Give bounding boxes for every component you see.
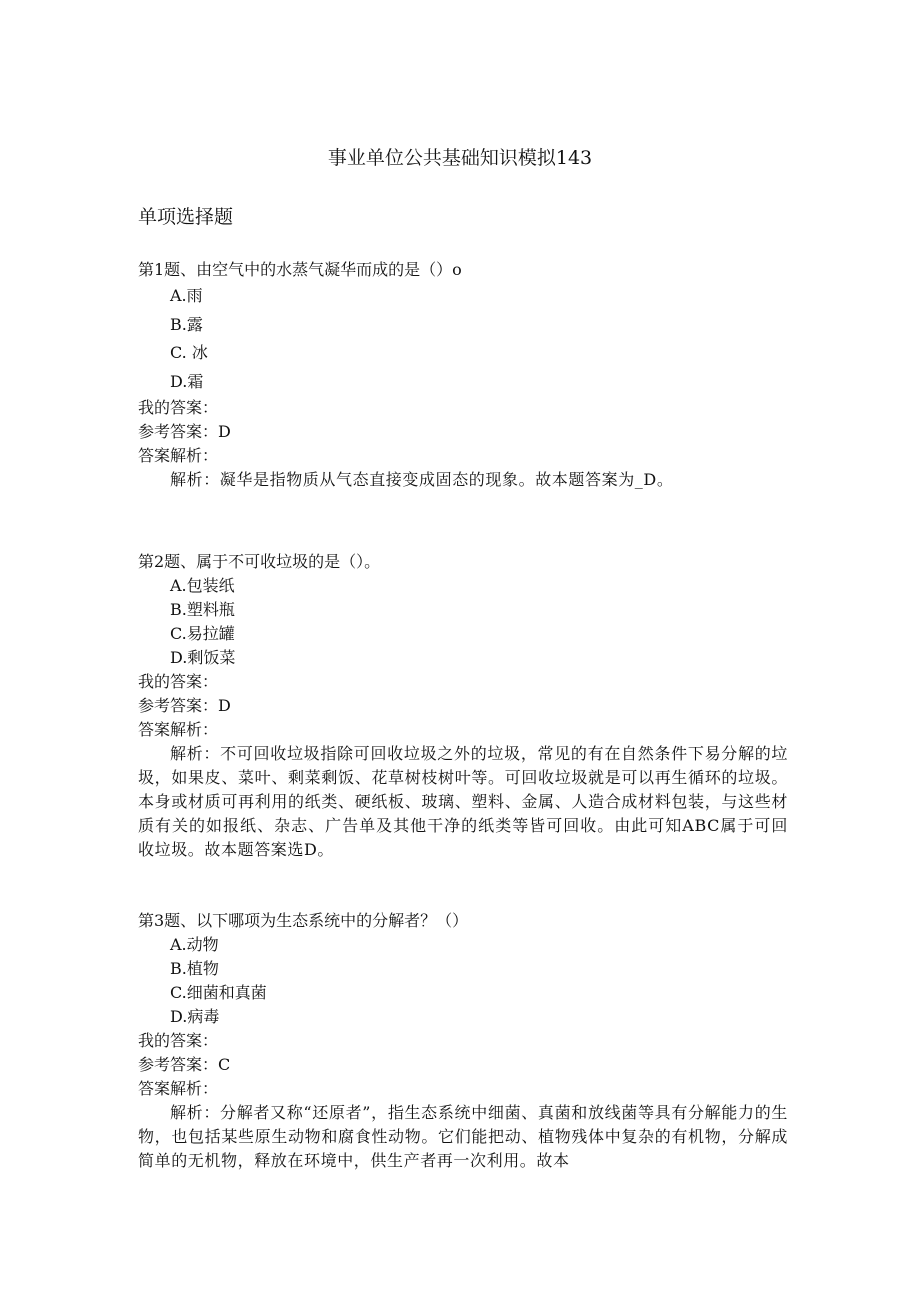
question-2 (138, 550, 788, 862)
option-c: C.细菌和真菌 (170, 983, 267, 1002)
option-d: D.剩饭菜 (170, 648, 236, 667)
option-d: D.霜 (170, 371, 204, 391)
analysis-label: 答案解析： (138, 1079, 219, 1098)
option-b: B.露 (170, 314, 203, 334)
option-c: C. 冰 (170, 343, 208, 362)
option-a: A.雨 (170, 286, 203, 305)
option-d: D.病毒 (170, 1007, 220, 1026)
analysis-label: 答案解析： (138, 720, 219, 739)
explanation-text: 解析：分解者又称“还原者”，指生态系统中细菌、真菌和放线菌等具有分解能力的生物，也包括某些原生动物和腐食性动物。它们能把动、植物残体中复杂的有机物，分解成简单的无机物，释放在环境中，供生产者再一次利用。故本 (138, 1103, 788, 1170)
option-a: A.动物 (170, 935, 219, 954)
explanation-text: 解析：凝华是指物质从气态直接变成固态的现象。故本题答案为_D。 (170, 470, 674, 489)
document-title: 事业单位公共基础知识模拟143 (327, 147, 593, 169)
option-b: B.植物 (170, 959, 219, 978)
question-1 (138, 258, 788, 492)
option-b: B.塑料瓶 (170, 600, 235, 619)
analysis-label: 答案解析： (138, 446, 219, 465)
question-stem: 第3题、以下哪项为生态系统中的分解者？（） (138, 911, 469, 930)
reference-answer: 参考答案：D (138, 422, 231, 441)
my-answer-label: 我的答案： (138, 672, 219, 691)
question-stem: 第1题、由空气中的水蒸气凝华而成的是（）o (138, 260, 462, 279)
option-a: A.包装纸 (170, 576, 235, 595)
section-heading: 单项选择题 (138, 206, 234, 228)
explanation-text: 解析：不可回收垃圾指除可回收垃圾之外的垃圾，常见的有在自然条件下易分解的垃圾，如果皮、菜叶、剩菜剩饭、花草树枝树叶等。可回收垃圾就是可以再生循环的垃圾。本身或材质可再利用的纸类、硬纸板、玻璃、塑料、金属、人造合成材料包装，与这些材质有关的如报纸、杂志、广告单及其他干净的纸类等皆可回收。由此可知ABC属于可回收垃圾。故本题答案选D。 (138, 744, 788, 859)
question-3 (138, 909, 788, 1173)
option-c: C.易拉罐 (170, 624, 235, 643)
reference-answer: 参考答案：D (138, 696, 231, 715)
question-stem: 第2题、属于不可收垃圾的是（）。 (138, 552, 381, 571)
my-answer-label: 我的答案： (138, 1031, 219, 1050)
reference-answer: 参考答案：C (138, 1055, 231, 1074)
my-answer-label: 我的答案： (138, 398, 219, 417)
